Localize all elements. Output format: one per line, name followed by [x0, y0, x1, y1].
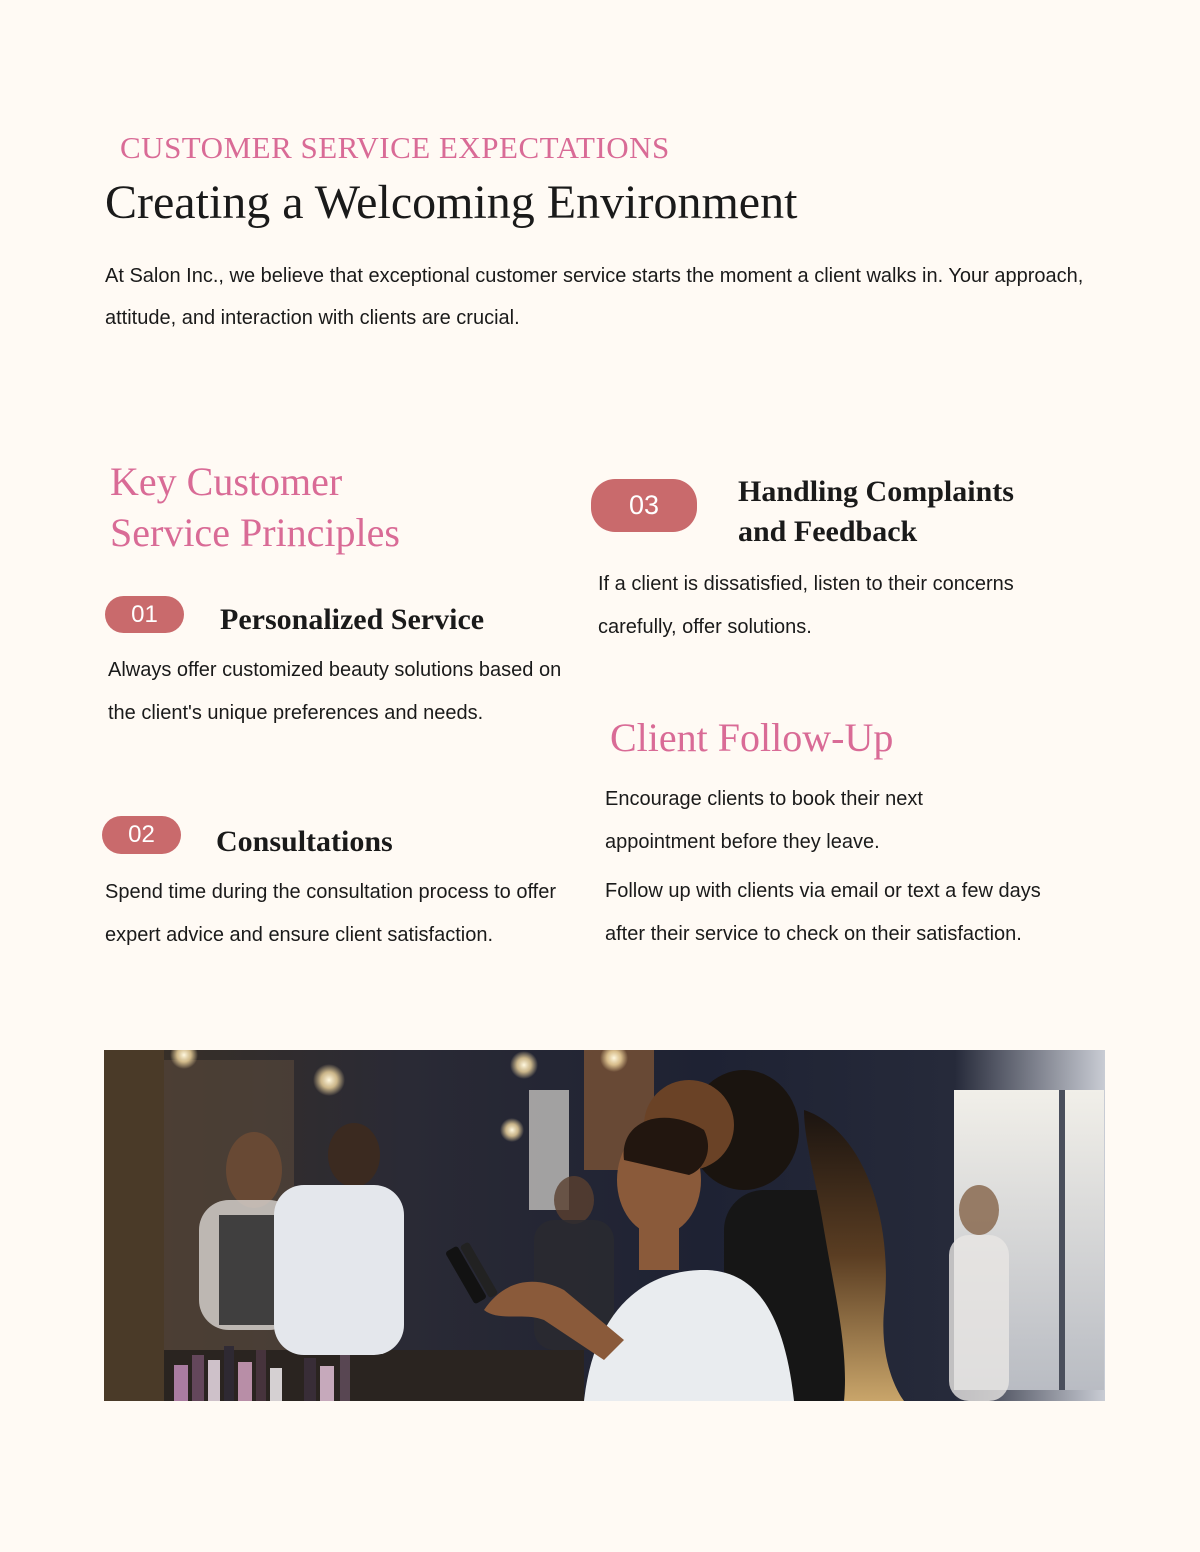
consultations-title: Consultations	[216, 825, 393, 858]
follow-up-paragraph-2: Follow up with clients via email or text a few days after their service to check on their satisfaction.	[605, 880, 1041, 945]
complaints-feedback-title: Handling Complaints and Feedback	[738, 475, 1014, 548]
number-badge-02: 02	[102, 816, 181, 854]
principles-heading: Key Customer Service Principles	[110, 459, 400, 555]
follow-up-heading: Client Follow-Up	[610, 715, 894, 760]
section-eyebrow: CUSTOMER SERVICE EXPECTATIONS	[120, 130, 670, 165]
personalized-service-title: Personalized Service	[220, 603, 485, 636]
complaints-feedback-text: If a client is dissatisfied, listen to their concerns carefully, offer solutions.	[598, 573, 1014, 638]
salon-photo	[104, 1050, 1105, 1401]
consultations-text: Spend time during the consultation process to offer expert advice and ensure client satisfaction.	[105, 881, 557, 946]
number-badge-01: 01	[105, 596, 184, 633]
page-title: Creating a Welcoming Environment	[105, 176, 798, 229]
follow-up-paragraph-1: Encourage clients to book their next appointment before they leave.	[605, 788, 923, 853]
personalized-service-text: Always offer customized beauty solutions based on the client's unique preferences and needs.	[108, 659, 562, 724]
number-badge-03: 03	[591, 479, 697, 532]
intro-paragraph: At Salon Inc., we believe that exceptional customer service starts the moment a client walks in. Your approach, attitude, and interaction with clients are crucial.	[105, 265, 1084, 329]
